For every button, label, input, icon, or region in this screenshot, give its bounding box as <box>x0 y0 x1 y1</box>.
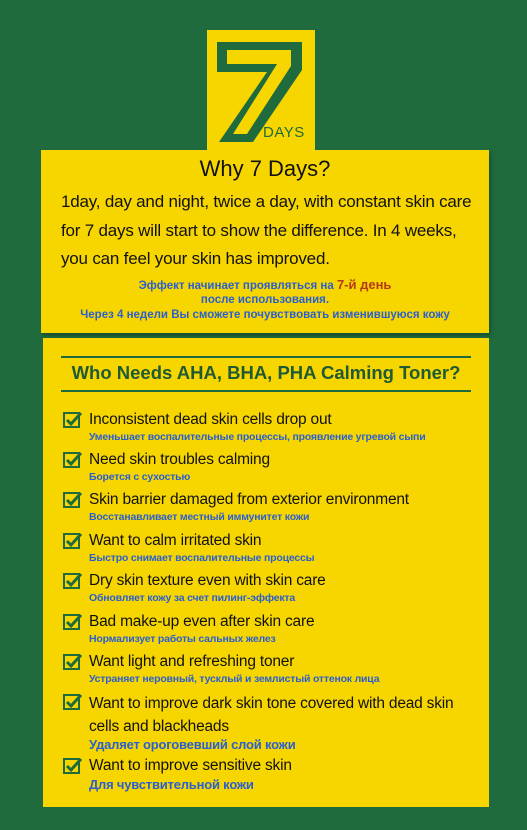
item-ru: Восстанавливает местный иммунитет кожи <box>89 511 310 523</box>
item-en: Want to calm irritated skin <box>89 532 262 549</box>
panel-title: Who Needs AHA, BHA, PHA Calming Toner? <box>71 362 461 383</box>
item-en-multiline <box>89 692 484 738</box>
checkbox-checked-icon <box>63 532 83 550</box>
item-ru: Нормализует работы сальных желез <box>89 633 276 645</box>
item-en: Skin barrier damaged from exterior environment <box>89 491 409 508</box>
checkbox-checked-icon <box>63 613 83 631</box>
intro-line: 1day, day and night, twice a day, with constant skin care <box>61 192 472 211</box>
checkbox-checked-icon <box>63 411 83 429</box>
badge-days-label: DAYS <box>263 124 305 141</box>
checkbox-checked-icon <box>63 653 83 671</box>
ru-line2: после использования. <box>200 294 330 306</box>
item-en: Bad make-up even after skin care <box>89 613 315 630</box>
checkbox-checked-icon <box>63 572 83 590</box>
checkbox-checked-icon <box>63 757 83 775</box>
item-ru: Уменьшает воспалительные процессы, проявление угревой сыпи <box>89 431 426 443</box>
item-ru: Обновляет кожу за счет пилинг-эффекта <box>89 592 295 604</box>
ru-line3: Через 4 недели Вы сможете почувствовать изменившуюся кожу <box>80 309 450 321</box>
intro-line: you can feel your skin has improved. <box>61 249 330 268</box>
item-ru: Борется с сухостью <box>89 471 191 483</box>
panel-title-frame <box>61 356 471 392</box>
item-en: Want to improve sensitive skin <box>89 757 292 774</box>
checkbox-checked-icon <box>63 693 83 711</box>
item-en: Dry skin texture even with skin care <box>89 572 326 589</box>
item-ru: Для чувствительной кожи <box>89 777 254 792</box>
item-ru: Устраняет неровный, тусклый и землистый оттенок лица <box>89 673 380 685</box>
why-seven-days-banner <box>41 150 489 333</box>
item-en-line: Want to improve dark skin tone covered with dead skin <box>89 695 454 712</box>
intro-line: for 7 days will start to show the difference. In 4 weeks, <box>61 220 457 240</box>
banner-title: Why 7 Days? <box>199 156 331 181</box>
banner-russian-text <box>41 278 489 307</box>
item-en-line: cells and blackheads <box>89 718 229 735</box>
banner-intro <box>61 188 481 274</box>
checkbox-checked-icon <box>63 451 83 469</box>
ru-line1-highlight: 7-й день <box>336 277 392 292</box>
item-en: Need skin troubles calming <box>89 451 270 468</box>
item-en: Inconsistent dead skin cells drop out <box>89 411 332 428</box>
item-ru: Удаляет ороговевший слой кожи <box>89 737 296 752</box>
checkbox-checked-icon <box>63 491 83 509</box>
ru-line1-a: Эффект начинает проявляться на <box>138 280 337 292</box>
who-needs-panel <box>43 338 489 807</box>
item-en: Want light and refreshing toner <box>89 653 295 670</box>
item-ru: Быстро снимает воспалительные процессы <box>89 552 315 564</box>
